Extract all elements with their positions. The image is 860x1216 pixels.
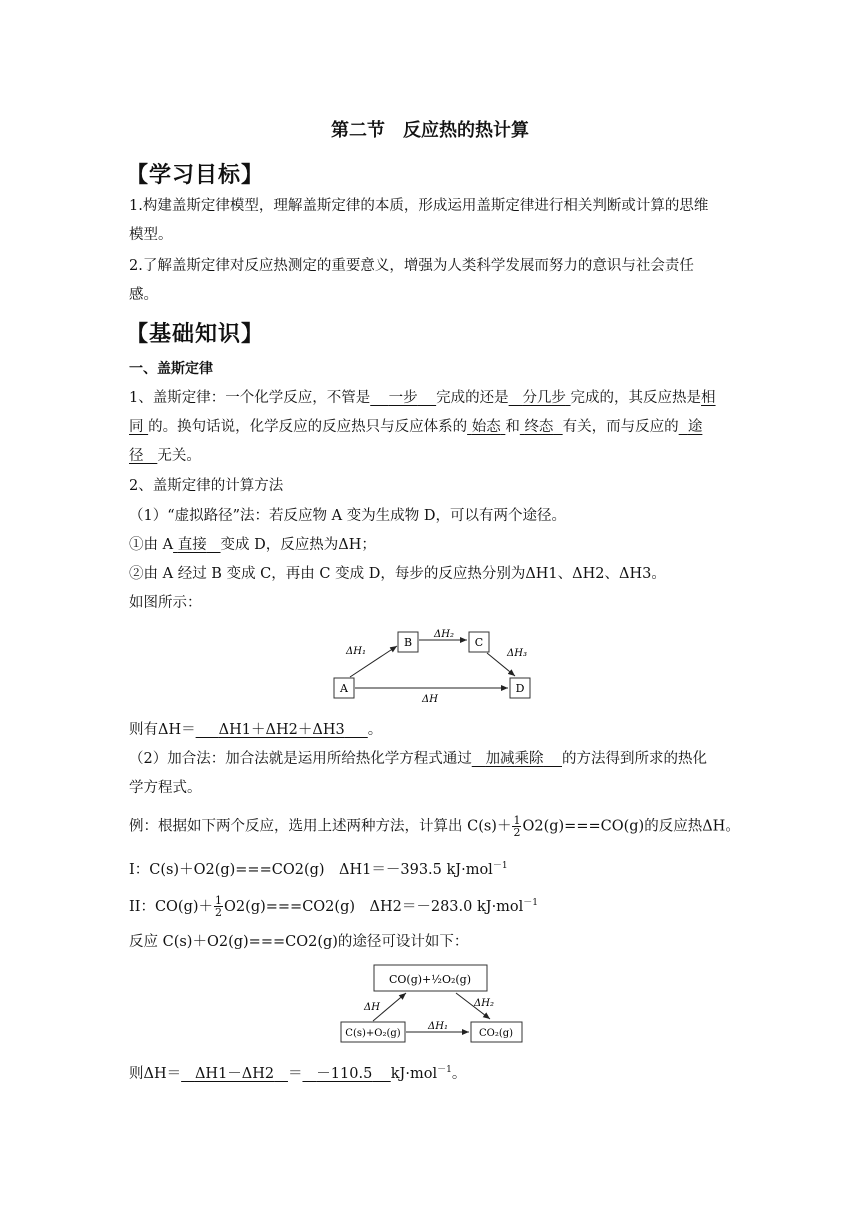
answer-initial-state: 始态	[471, 419, 501, 435]
objective-line-3: 2.了解盖斯定律对反应热测定的重要意义，增强为人类科学发展而努力的意识与社会责任	[129, 258, 694, 274]
objective-line-1: 1.构建盖斯定律模型，理解盖斯定律的本质，形成运用盖斯定律进行相关判断或计算的思维	[129, 198, 709, 214]
label-dh1: ΔH₁	[346, 646, 366, 657]
as-shown-label: 如图所示：	[129, 595, 202, 611]
objectives-heading: 【学习目标】	[126, 163, 265, 188]
fraction-one-half: $\frac{1}{2}$	[513, 814, 521, 839]
answer-value: －110.5	[316, 1065, 373, 1082]
label-co-half-o2: CO(g)+½O₂(g)	[389, 973, 471, 986]
route-one: ①由 A 直接 变成 D，反应热为ΔH；	[129, 537, 376, 553]
answer-multi-step: 分几步	[522, 390, 566, 406]
hess-law-heading: 一、盖斯定律	[129, 361, 213, 377]
label-dh2: ΔH₂	[434, 629, 454, 640]
label-dh: ΔH	[422, 694, 438, 705]
label-c-o2: C(s)+O₂(g)	[345, 1028, 401, 1039]
answer-difference: ΔH1－ΔH2	[194, 1065, 275, 1082]
label-co2: CO₂(g)	[478, 1028, 514, 1039]
hess-definition-line-3: 径 无关。	[129, 448, 201, 464]
answer-same-part2: 同	[129, 419, 144, 435]
answer-operations: 加减乘除	[485, 751, 544, 767]
answer-direct: 直接	[177, 537, 207, 553]
answer-path-part1: 途	[687, 419, 703, 435]
label-dh2-2: ΔH₂	[474, 998, 494, 1009]
path-design-label: 反应 C(s)＋O2(g)===CO2(g)的途径可设计如下：	[129, 934, 469, 950]
basics-heading: 【基础知识】	[126, 322, 265, 347]
equation-two: II：CO(g)＋ $\frac{1}{2}$ O2(g)===CO2(g) ΔH2＝－283.0 kJ·mol$^{-1}$	[129, 894, 539, 920]
label-dh3: ΔH₃	[507, 648, 527, 659]
co-path-diagram	[338, 960, 528, 1046]
hess-path-diagram	[330, 628, 540, 706]
fraction-one-half-2: $\frac{1}{2}$	[215, 894, 223, 920]
answer-final-state: 终态	[524, 419, 554, 435]
addition-method-line-2: 学方程式。	[129, 780, 202, 796]
answer-same-part1: 相	[701, 390, 716, 406]
calc-methods-heading: 2、盖斯定律的计算方法	[129, 478, 284, 494]
hess-definition-line-1: 1、盖斯定律：一个化学反应，不管是 一步 完成的还是 分几步 完成的，其反应热是相	[129, 390, 716, 406]
answer-one-step: 一步	[388, 390, 418, 406]
label-d: D	[515, 682, 525, 695]
final-result: 则ΔH＝ ΔH1－ΔH2 ＝ －110.5 kJ·mol$^{-1}$。	[129, 1065, 467, 1082]
label-c: C	[474, 636, 484, 649]
hess-definition-line-2: 同 的。换句话说，化学反应的反应热只与反应体系的 始态 和 终态 有关，而与反应的 途	[129, 419, 703, 435]
sum-result: 则有ΔH＝ ΔH1＋ΔH2＋ΔH3 。	[129, 722, 383, 738]
route-two: ②由 A 经过 B 变成 C，再由 C 变成 D，每步的反应热分别为ΔH1、ΔH2、ΔH3。	[129, 566, 666, 582]
answer-path-part2: 径	[129, 448, 144, 464]
label-a: A	[340, 682, 348, 695]
label-dh-2: ΔH	[364, 1002, 380, 1013]
example-statement: 例：根据如下两个反应，选用上述两种方法，计算出 C(s)＋ $\frac{1}{2}$ O2(g)===CO(g)的反应热ΔH。	[129, 814, 740, 839]
page-title: 第二节 反应热的热计算	[331, 120, 529, 141]
addition-method-line-1: （2）加合法：加合法就是运用所给热化学方程式通过 加减乘除 的方法得到所求的热化	[129, 751, 707, 767]
equation-one: I：C(s)＋O2(g)===CO2(g) ΔH1＝－393.5 kJ·mol$^{-1}$	[129, 861, 508, 878]
objective-line-2: 模型。	[129, 227, 173, 243]
label-b: B	[403, 636, 413, 649]
objective-line-4: 感。	[129, 287, 158, 303]
answer-sum: ΔH1＋ΔH2＋ΔH3	[218, 722, 345, 738]
label-dh1-2: ΔH₁	[428, 1021, 448, 1032]
virtual-path-method: （1）“虚拟路径”法：若反应物 A 变为生成物 D，可以有两个途径。	[129, 508, 566, 524]
